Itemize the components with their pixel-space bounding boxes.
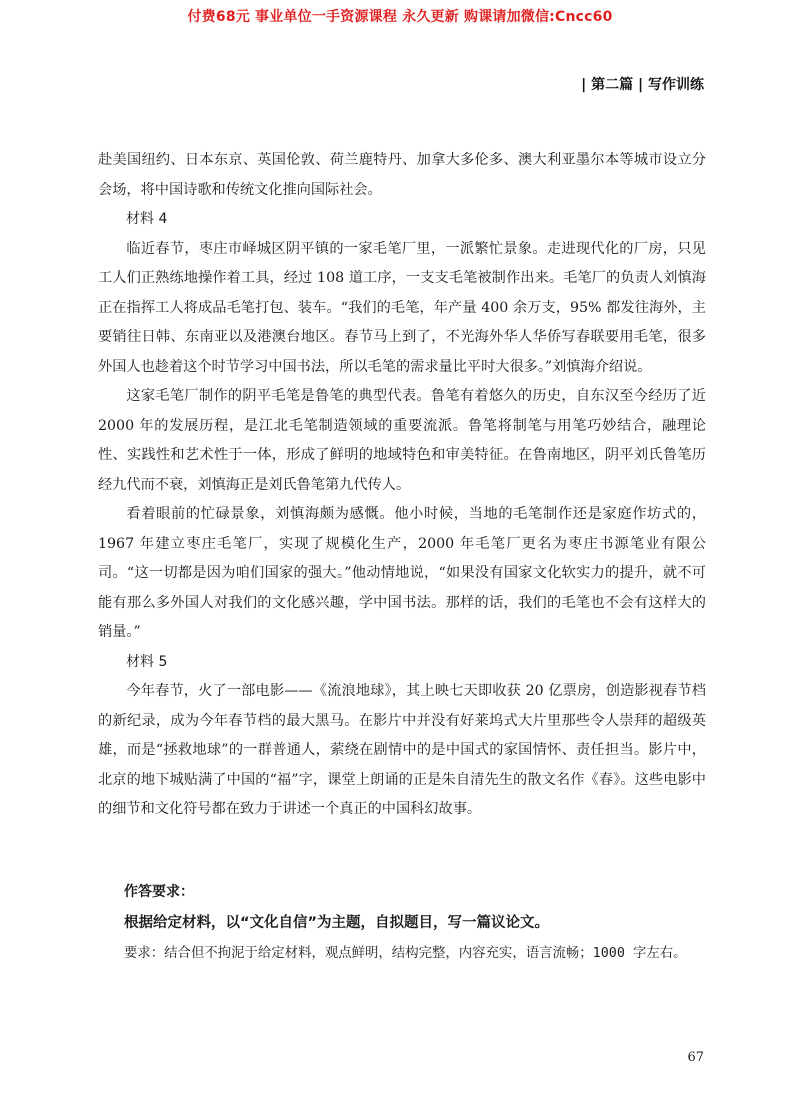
paragraph-continuation: 赴美国纽约、日本东京、英国伦敦、荷兰鹿特丹、加拿大多伦多、澳大利亚墨尔本等城市设立分会场，将中国诗歌和传统文化推向国际社会。 xyxy=(98,152,706,198)
material-4-paragraph-2: 这家毛笔厂制作的阴平毛笔是鲁笔的典型代表。鲁笔有着悠久的历史，自东汉至今经历了近 2000 年的发展历程，是江北毛笔制造领域的重要流派。鲁笔将制笔与用笔巧妙结合，融理论性、实践性和艺术性于一体，形成了鲜明的地域特色和审美特征。在鲁南地区，阴平刘氏鲁笔历经九代而不衰，刘慎海正是刘氏鲁笔第九代传人。 xyxy=(98,388,706,493)
requirements-detail: 要求：结合但不拘泥于给定材料，观点鲜明，结构完整，内容充实，语言流畅；1000 字左右。 xyxy=(124,946,687,961)
requirements-title: 作答要求： xyxy=(124,884,194,900)
material-4-heading: 材料 4 xyxy=(126,211,168,227)
page-number: 67 xyxy=(687,1050,704,1065)
material-4-paragraph-3: 看着眼前的忙碌景象，刘慎海颇为感慨。他小时候，当地的毛笔制作还是家庭作坊式的，1967 年建立枣庄毛笔厂，实现了规模化生产，2000 年毛笔厂更名为枣庄书源笔业有限公司。“这一切都是因为咱们国家的强大。”他动情地说，“如果没有国家文化软实力的提升，就不可能有那么多外国人对我们的文化感兴趣，学中国书法。那样的话，我们的毛笔也不会有这样大的销量。” xyxy=(98,506,706,640)
material-4-paragraph-1: 临近春节，枣庄市峄城区阴平镇的一家毛笔厂里，一派繁忙景象。走进现代化的厂房，只见工人们正熟练地操作着工具，经过 108 道工序，一支支毛笔被制作出来。毛笔厂的负责人刘慎海正在指挥工人将成品毛笔打包、装车。“我们的毛笔，年产量 400 余万支，95% 都发往海外，主要销往日韩、东南亚以及港澳台地区。春节马上到了，不光海外华人华侨写春联要用毛笔，很多外国人也趁着这个时节学习中国书法，所以毛笔的需求量比平时大很多。”刘慎海介绍说。 xyxy=(98,240,706,375)
body-text xyxy=(98,146,706,825)
answer-requirements xyxy=(124,878,708,969)
requirements-task: 根据给定材料，以“文化自信”为主题，自拟题目，写一篇议论文。 xyxy=(124,915,550,931)
section-header: | 第二篇 | 写作训练 xyxy=(581,77,704,93)
material-5-heading: 材料 5 xyxy=(126,653,168,670)
material-5-paragraph-1: 今年春节，火了一部电影——《流浪地球》，其上映七天即收获 20 亿票房，创造影视春节档的新纪录，成为今年春节档的最大黑马。在影片中并没有好莱坞式大片里那些令人崇拜的超级英雄，而是“拯救地球”的一群普通人，萦绕在剧情中的是中国式的家国情怀、责任担当。影片中，北京的地下城贴满了中国的“福”字，课堂上朗诵的正是朱自清先生的散文名作《春》。这些电影中的细节和文化符号都在致力于讲述一个真正的中国科幻故事。 xyxy=(98,683,706,817)
watermark-banner: 付费68元 事业单位一手资源课程 永久更新 购课请加微信:Cncc60 xyxy=(187,9,613,25)
